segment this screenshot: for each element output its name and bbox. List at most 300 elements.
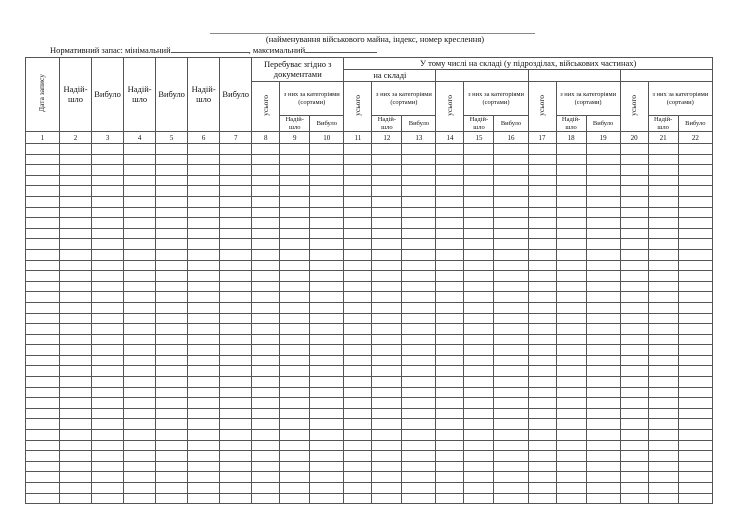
table-cell[interactable] bbox=[310, 451, 344, 462]
table-cell[interactable] bbox=[310, 430, 344, 441]
table-cell[interactable] bbox=[252, 461, 280, 472]
table-cell[interactable] bbox=[220, 154, 252, 165]
table-cell[interactable] bbox=[156, 281, 188, 292]
table-cell[interactable] bbox=[92, 493, 124, 504]
table-cell[interactable] bbox=[252, 451, 280, 462]
table-cell[interactable] bbox=[528, 260, 556, 271]
table-cell[interactable] bbox=[620, 324, 648, 335]
table-cell[interactable] bbox=[678, 377, 712, 388]
table-cell[interactable] bbox=[372, 239, 402, 250]
table-cell[interactable] bbox=[464, 249, 494, 260]
table-cell[interactable] bbox=[648, 249, 678, 260]
table-cell[interactable] bbox=[26, 334, 60, 345]
table-cell[interactable] bbox=[556, 207, 586, 218]
table-cell[interactable] bbox=[156, 218, 188, 229]
table-cell[interactable] bbox=[620, 345, 648, 356]
table-cell[interactable] bbox=[436, 196, 464, 207]
table-cell[interactable] bbox=[436, 281, 464, 292]
table-cell[interactable] bbox=[156, 461, 188, 472]
table-cell[interactable] bbox=[586, 472, 620, 483]
table-cell[interactable] bbox=[280, 345, 310, 356]
table-cell[interactable] bbox=[280, 271, 310, 282]
table-cell[interactable] bbox=[372, 440, 402, 451]
table-cell[interactable] bbox=[436, 461, 464, 472]
table-cell[interactable] bbox=[252, 324, 280, 335]
table-cell[interactable] bbox=[436, 345, 464, 356]
table-cell[interactable] bbox=[586, 408, 620, 419]
table-cell[interactable] bbox=[678, 196, 712, 207]
table-cell[interactable] bbox=[678, 345, 712, 356]
table-cell[interactable] bbox=[648, 408, 678, 419]
table-cell[interactable] bbox=[586, 345, 620, 356]
table-cell[interactable] bbox=[280, 292, 310, 303]
table-cell[interactable] bbox=[620, 313, 648, 324]
table-cell[interactable] bbox=[372, 493, 402, 504]
table-cell[interactable] bbox=[464, 472, 494, 483]
table-cell[interactable] bbox=[556, 154, 586, 165]
table-cell[interactable] bbox=[344, 408, 372, 419]
table-cell[interactable] bbox=[620, 419, 648, 430]
table-cell[interactable] bbox=[344, 292, 372, 303]
table-cell[interactable] bbox=[494, 440, 528, 451]
table-cell[interactable] bbox=[678, 408, 712, 419]
table-cell[interactable] bbox=[586, 218, 620, 229]
table-cell[interactable] bbox=[494, 483, 528, 494]
table-cell[interactable] bbox=[310, 154, 344, 165]
table-cell[interactable] bbox=[26, 218, 60, 229]
table-cell[interactable] bbox=[372, 324, 402, 335]
table-cell[interactable] bbox=[372, 345, 402, 356]
table-cell[interactable] bbox=[678, 154, 712, 165]
table-cell[interactable] bbox=[310, 239, 344, 250]
table-cell[interactable] bbox=[92, 461, 124, 472]
table-cell[interactable] bbox=[648, 260, 678, 271]
table-cell[interactable] bbox=[648, 430, 678, 441]
table-cell[interactable] bbox=[372, 483, 402, 494]
table-cell[interactable] bbox=[678, 302, 712, 313]
table-cell[interactable] bbox=[464, 260, 494, 271]
table-cell[interactable] bbox=[188, 165, 220, 176]
table-cell[interactable] bbox=[402, 472, 436, 483]
table-cell[interactable] bbox=[586, 154, 620, 165]
table-cell[interactable] bbox=[464, 207, 494, 218]
table-cell[interactable] bbox=[586, 398, 620, 409]
table-cell[interactable] bbox=[188, 281, 220, 292]
table-cell[interactable] bbox=[528, 165, 556, 176]
table-cell[interactable] bbox=[220, 207, 252, 218]
table-cell[interactable] bbox=[528, 271, 556, 282]
table-cell[interactable] bbox=[280, 249, 310, 260]
table-cell[interactable] bbox=[556, 451, 586, 462]
table-cell[interactable] bbox=[372, 377, 402, 388]
table-cell[interactable] bbox=[402, 154, 436, 165]
table-cell[interactable] bbox=[528, 377, 556, 388]
table-cell[interactable] bbox=[494, 387, 528, 398]
table-cell[interactable] bbox=[372, 144, 402, 155]
table-cell[interactable] bbox=[494, 249, 528, 260]
table-cell[interactable] bbox=[124, 281, 156, 292]
table-cell[interactable] bbox=[92, 260, 124, 271]
table-cell[interactable] bbox=[124, 387, 156, 398]
table-cell[interactable] bbox=[528, 228, 556, 239]
table-cell[interactable] bbox=[220, 281, 252, 292]
table-cell[interactable] bbox=[344, 419, 372, 430]
table-cell[interactable] bbox=[188, 483, 220, 494]
table-cell[interactable] bbox=[556, 281, 586, 292]
table-cell[interactable] bbox=[402, 196, 436, 207]
table-cell[interactable] bbox=[494, 228, 528, 239]
table-cell[interactable] bbox=[92, 408, 124, 419]
table-cell[interactable] bbox=[310, 207, 344, 218]
table-cell[interactable] bbox=[60, 313, 92, 324]
table-cell[interactable] bbox=[156, 228, 188, 239]
table-cell[interactable] bbox=[464, 196, 494, 207]
table-cell[interactable] bbox=[648, 175, 678, 186]
table-cell[interactable] bbox=[156, 186, 188, 197]
table-cell[interactable] bbox=[60, 281, 92, 292]
table-cell[interactable] bbox=[344, 271, 372, 282]
table-cell[interactable] bbox=[436, 154, 464, 165]
table-cell[interactable] bbox=[648, 334, 678, 345]
table-cell[interactable] bbox=[92, 144, 124, 155]
table-cell[interactable] bbox=[678, 165, 712, 176]
table-cell[interactable] bbox=[26, 493, 60, 504]
table-cell[interactable] bbox=[92, 313, 124, 324]
table-cell[interactable] bbox=[678, 260, 712, 271]
table-cell[interactable] bbox=[586, 175, 620, 186]
table-cell[interactable] bbox=[556, 366, 586, 377]
table-cell[interactable] bbox=[60, 144, 92, 155]
table-cell[interactable] bbox=[252, 302, 280, 313]
table-cell[interactable] bbox=[220, 419, 252, 430]
table-cell[interactable] bbox=[494, 260, 528, 271]
table-cell[interactable] bbox=[464, 440, 494, 451]
table-cell[interactable] bbox=[220, 493, 252, 504]
table-cell[interactable] bbox=[310, 472, 344, 483]
table-cell[interactable] bbox=[188, 302, 220, 313]
table-cell[interactable] bbox=[620, 398, 648, 409]
table-cell[interactable] bbox=[528, 175, 556, 186]
table-cell[interactable] bbox=[252, 493, 280, 504]
table-cell[interactable] bbox=[60, 165, 92, 176]
table-cell[interactable] bbox=[60, 451, 92, 462]
table-cell[interactable] bbox=[156, 472, 188, 483]
table-cell[interactable] bbox=[678, 281, 712, 292]
table-cell[interactable] bbox=[402, 430, 436, 441]
table-cell[interactable] bbox=[92, 292, 124, 303]
table-cell[interactable] bbox=[310, 440, 344, 451]
table-cell[interactable] bbox=[252, 175, 280, 186]
table-cell[interactable] bbox=[344, 324, 372, 335]
table-cell[interactable] bbox=[436, 387, 464, 398]
table-cell[interactable] bbox=[252, 196, 280, 207]
table-cell[interactable] bbox=[620, 292, 648, 303]
table-cell[interactable] bbox=[372, 461, 402, 472]
table-cell[interactable] bbox=[586, 302, 620, 313]
table-cell[interactable] bbox=[344, 165, 372, 176]
table-cell[interactable] bbox=[494, 271, 528, 282]
table-cell[interactable] bbox=[620, 239, 648, 250]
table-cell[interactable] bbox=[556, 196, 586, 207]
table-cell[interactable] bbox=[464, 218, 494, 229]
table-cell[interactable] bbox=[620, 249, 648, 260]
table-cell[interactable] bbox=[124, 313, 156, 324]
table-cell[interactable] bbox=[648, 196, 678, 207]
table-cell[interactable] bbox=[124, 218, 156, 229]
table-cell[interactable] bbox=[26, 281, 60, 292]
table-cell[interactable] bbox=[494, 324, 528, 335]
table-cell[interactable] bbox=[92, 281, 124, 292]
table-cell[interactable] bbox=[124, 483, 156, 494]
table-cell[interactable] bbox=[156, 483, 188, 494]
table-cell[interactable] bbox=[556, 302, 586, 313]
table-cell[interactable] bbox=[620, 144, 648, 155]
table-cell[interactable] bbox=[464, 366, 494, 377]
table-cell[interactable] bbox=[188, 207, 220, 218]
table-cell[interactable] bbox=[494, 345, 528, 356]
table-cell[interactable] bbox=[586, 366, 620, 377]
table-cell[interactable] bbox=[188, 472, 220, 483]
table-cell[interactable] bbox=[188, 196, 220, 207]
table-cell[interactable] bbox=[124, 419, 156, 430]
table-cell[interactable] bbox=[344, 366, 372, 377]
table-cell[interactable] bbox=[252, 249, 280, 260]
table-cell[interactable] bbox=[280, 207, 310, 218]
table-cell[interactable] bbox=[648, 292, 678, 303]
table-cell[interactable] bbox=[372, 398, 402, 409]
table-cell[interactable] bbox=[220, 408, 252, 419]
table-cell[interactable] bbox=[188, 154, 220, 165]
table-cell[interactable] bbox=[156, 408, 188, 419]
table-cell[interactable] bbox=[648, 355, 678, 366]
table-cell[interactable] bbox=[372, 175, 402, 186]
table-cell[interactable] bbox=[26, 292, 60, 303]
table-cell[interactable] bbox=[586, 186, 620, 197]
table-cell[interactable] bbox=[372, 451, 402, 462]
table-cell[interactable] bbox=[372, 355, 402, 366]
table-cell[interactable] bbox=[436, 313, 464, 324]
table-cell[interactable] bbox=[310, 249, 344, 260]
table-cell[interactable] bbox=[310, 196, 344, 207]
table-cell[interactable] bbox=[188, 144, 220, 155]
table-cell[interactable] bbox=[220, 430, 252, 441]
table-cell[interactable] bbox=[310, 387, 344, 398]
table-cell[interactable] bbox=[494, 408, 528, 419]
table-cell[interactable] bbox=[156, 165, 188, 176]
table-cell[interactable] bbox=[528, 355, 556, 366]
table-cell[interactable] bbox=[188, 334, 220, 345]
table-cell[interactable] bbox=[586, 165, 620, 176]
table-cell[interactable] bbox=[156, 451, 188, 462]
table-cell[interactable] bbox=[556, 440, 586, 451]
table-cell[interactable] bbox=[124, 186, 156, 197]
table-cell[interactable] bbox=[60, 430, 92, 441]
table-cell[interactable] bbox=[436, 228, 464, 239]
table-cell[interactable] bbox=[188, 345, 220, 356]
table-cell[interactable] bbox=[156, 334, 188, 345]
table-cell[interactable] bbox=[586, 355, 620, 366]
table-cell[interactable] bbox=[156, 377, 188, 388]
table-cell[interactable] bbox=[344, 260, 372, 271]
table-cell[interactable] bbox=[344, 313, 372, 324]
table-cell[interactable] bbox=[556, 493, 586, 504]
table-cell[interactable] bbox=[402, 345, 436, 356]
table-cell[interactable] bbox=[92, 196, 124, 207]
table-cell[interactable] bbox=[586, 207, 620, 218]
table-cell[interactable] bbox=[344, 461, 372, 472]
table-cell[interactable] bbox=[280, 483, 310, 494]
table-cell[interactable] bbox=[60, 207, 92, 218]
table-cell[interactable] bbox=[678, 249, 712, 260]
table-cell[interactable] bbox=[648, 387, 678, 398]
table-cell[interactable] bbox=[156, 260, 188, 271]
table-cell[interactable] bbox=[402, 260, 436, 271]
table-cell[interactable] bbox=[528, 281, 556, 292]
table-cell[interactable] bbox=[310, 408, 344, 419]
table-cell[interactable] bbox=[586, 334, 620, 345]
table-cell[interactable] bbox=[280, 218, 310, 229]
table-cell[interactable] bbox=[280, 419, 310, 430]
table-cell[interactable] bbox=[310, 271, 344, 282]
table-cell[interactable] bbox=[188, 408, 220, 419]
table-cell[interactable] bbox=[252, 345, 280, 356]
table-cell[interactable] bbox=[620, 334, 648, 345]
table-cell[interactable] bbox=[464, 271, 494, 282]
table-cell[interactable] bbox=[252, 472, 280, 483]
table-cell[interactable] bbox=[124, 493, 156, 504]
table-cell[interactable] bbox=[402, 313, 436, 324]
table-cell[interactable] bbox=[60, 260, 92, 271]
table-cell[interactable] bbox=[26, 196, 60, 207]
table-cell[interactable] bbox=[402, 398, 436, 409]
table-cell[interactable] bbox=[344, 483, 372, 494]
table-cell[interactable] bbox=[220, 334, 252, 345]
table-cell[interactable] bbox=[220, 249, 252, 260]
table-cell[interactable] bbox=[372, 313, 402, 324]
table-cell[interactable] bbox=[310, 186, 344, 197]
table-cell[interactable] bbox=[494, 355, 528, 366]
table-cell[interactable] bbox=[648, 271, 678, 282]
table-cell[interactable] bbox=[26, 430, 60, 441]
table-cell[interactable] bbox=[402, 144, 436, 155]
table-cell[interactable] bbox=[280, 366, 310, 377]
table-cell[interactable] bbox=[620, 355, 648, 366]
table-cell[interactable] bbox=[464, 387, 494, 398]
table-cell[interactable] bbox=[528, 408, 556, 419]
table-cell[interactable] bbox=[620, 218, 648, 229]
table-cell[interactable] bbox=[528, 472, 556, 483]
table-cell[interactable] bbox=[464, 302, 494, 313]
table-cell[interactable] bbox=[220, 271, 252, 282]
table-cell[interactable] bbox=[494, 292, 528, 303]
table-cell[interactable] bbox=[436, 249, 464, 260]
table-cell[interactable] bbox=[252, 154, 280, 165]
table-cell[interactable] bbox=[156, 387, 188, 398]
table-cell[interactable] bbox=[26, 260, 60, 271]
table-cell[interactable] bbox=[528, 461, 556, 472]
table-cell[interactable] bbox=[586, 430, 620, 441]
table-cell[interactable] bbox=[678, 355, 712, 366]
table-cell[interactable] bbox=[528, 451, 556, 462]
table-cell[interactable] bbox=[220, 196, 252, 207]
table-cell[interactable] bbox=[678, 451, 712, 462]
table-cell[interactable] bbox=[124, 430, 156, 441]
table-cell[interactable] bbox=[280, 440, 310, 451]
table-cell[interactable] bbox=[648, 239, 678, 250]
table-cell[interactable] bbox=[528, 345, 556, 356]
table-cell[interactable] bbox=[188, 260, 220, 271]
table-cell[interactable] bbox=[372, 218, 402, 229]
table-cell[interactable] bbox=[620, 387, 648, 398]
table-cell[interactable] bbox=[556, 218, 586, 229]
table-cell[interactable] bbox=[310, 175, 344, 186]
table-cell[interactable] bbox=[252, 313, 280, 324]
table-cell[interactable] bbox=[280, 239, 310, 250]
table-cell[interactable] bbox=[252, 366, 280, 377]
table-cell[interactable] bbox=[310, 228, 344, 239]
table-cell[interactable] bbox=[402, 186, 436, 197]
table-cell[interactable] bbox=[678, 440, 712, 451]
table-cell[interactable] bbox=[92, 366, 124, 377]
table-cell[interactable] bbox=[620, 207, 648, 218]
table-cell[interactable] bbox=[464, 345, 494, 356]
table-cell[interactable] bbox=[464, 408, 494, 419]
table-cell[interactable] bbox=[252, 292, 280, 303]
table-cell[interactable] bbox=[188, 218, 220, 229]
table-cell[interactable] bbox=[92, 430, 124, 441]
table-cell[interactable] bbox=[494, 366, 528, 377]
table-cell[interactable] bbox=[372, 165, 402, 176]
table-cell[interactable] bbox=[464, 493, 494, 504]
table-cell[interactable] bbox=[648, 377, 678, 388]
table-cell[interactable] bbox=[372, 281, 402, 292]
table-cell[interactable] bbox=[528, 440, 556, 451]
table-cell[interactable] bbox=[188, 377, 220, 388]
table-cell[interactable] bbox=[26, 313, 60, 324]
table-cell[interactable] bbox=[402, 493, 436, 504]
table-cell[interactable] bbox=[220, 292, 252, 303]
table-cell[interactable] bbox=[528, 324, 556, 335]
table-cell[interactable] bbox=[124, 154, 156, 165]
table-cell[interactable] bbox=[620, 196, 648, 207]
table-cell[interactable] bbox=[220, 228, 252, 239]
table-cell[interactable] bbox=[310, 398, 344, 409]
table-cell[interactable] bbox=[60, 366, 92, 377]
table-cell[interactable] bbox=[92, 398, 124, 409]
table-cell[interactable] bbox=[528, 334, 556, 345]
table-cell[interactable] bbox=[402, 355, 436, 366]
table-cell[interactable] bbox=[586, 239, 620, 250]
table-cell[interactable] bbox=[620, 377, 648, 388]
table-cell[interactable] bbox=[556, 472, 586, 483]
table-cell[interactable] bbox=[92, 218, 124, 229]
table-cell[interactable] bbox=[648, 302, 678, 313]
table-cell[interactable] bbox=[372, 430, 402, 441]
table-cell[interactable] bbox=[586, 228, 620, 239]
table-cell[interactable] bbox=[648, 451, 678, 462]
table-cell[interactable] bbox=[280, 398, 310, 409]
table-cell[interactable] bbox=[436, 207, 464, 218]
table-cell[interactable] bbox=[156, 430, 188, 441]
table-cell[interactable] bbox=[464, 483, 494, 494]
table-cell[interactable] bbox=[494, 430, 528, 441]
table-cell[interactable] bbox=[464, 451, 494, 462]
table-cell[interactable] bbox=[556, 419, 586, 430]
table-cell[interactable] bbox=[60, 228, 92, 239]
table-cell[interactable] bbox=[252, 260, 280, 271]
table-cell[interactable] bbox=[26, 387, 60, 398]
table-cell[interactable] bbox=[464, 154, 494, 165]
